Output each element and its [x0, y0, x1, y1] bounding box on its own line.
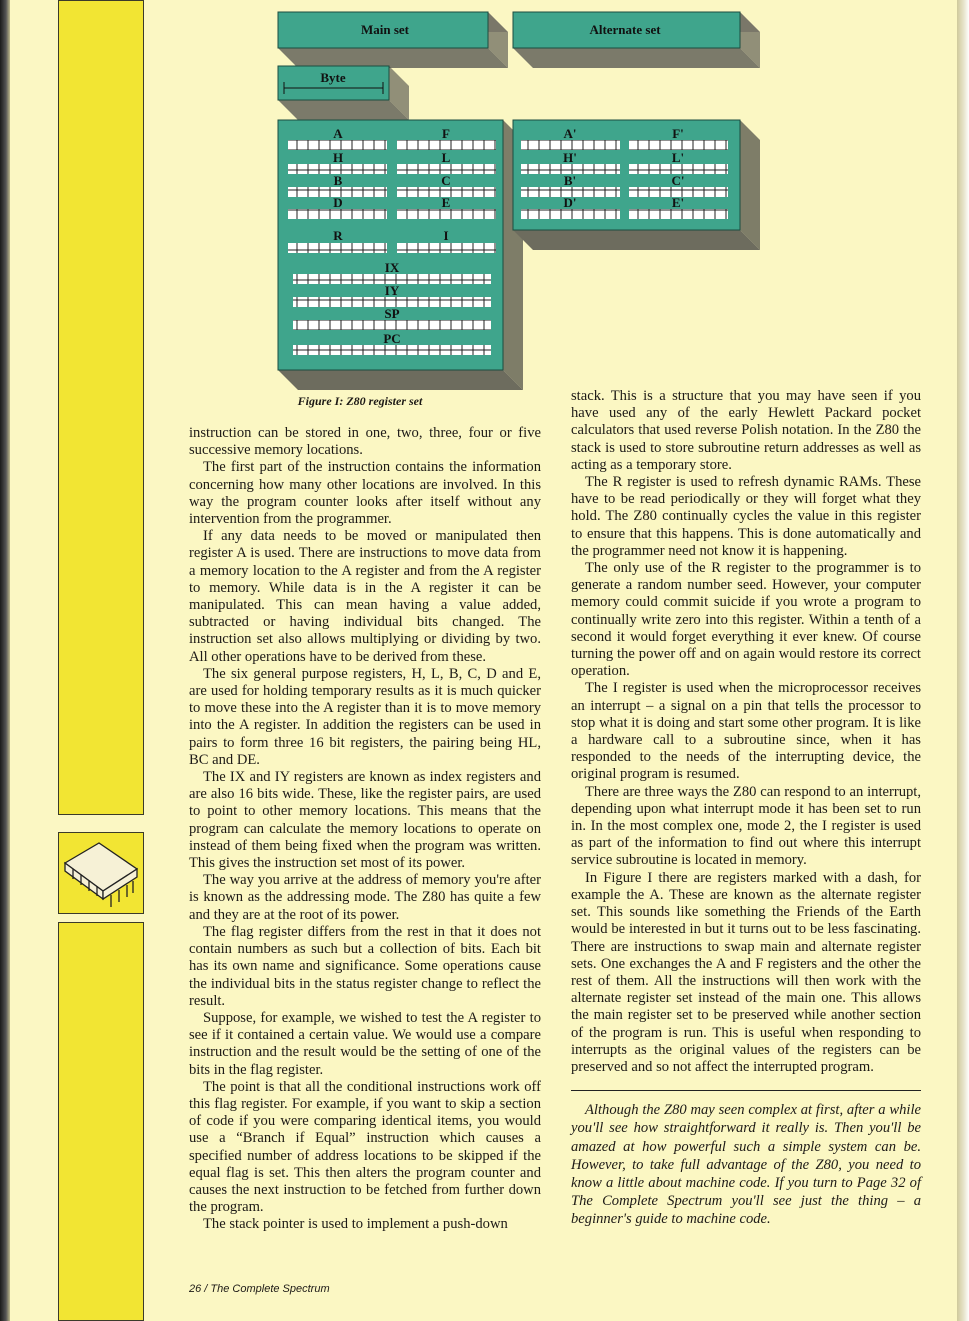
- left-text-column: [189, 425, 541, 1234]
- reg-h-alt-label: H': [563, 150, 577, 165]
- figure-caption: Figure I: Z80 register set: [297, 394, 423, 408]
- paragraph: instruction can be stored in one, two, three, four or five successive memory locations.: [189, 425, 541, 459]
- page-footer: 26 / The Complete Spectrum: [189, 1283, 330, 1295]
- register-set-figure: [0, 0, 969, 420]
- paragraph: In Figure I there are registers marked with a dash, for example the A. These are known as the alternate register set. This sounds like something the Friends of the Earth would be interested in but it turns out to be less fascinating. There are instructions to swap main and alternate register sets. One exchanges the A and F registers and the other the rest of them. All the instructions will then work with the alternate register set instead of the main one. This allows the main register set to be preserved while another section of the program is run. This is useful when responding to interrupts as the original values of the registers can be preserved and so not affect the interrupted program.: [571, 869, 921, 1075]
- paragraph: The six general purpose registers, H, L, B, C, D and E, are used for holding temporary results as it is much quicker to move these into the A register than it is to move memory into the A register. In addition the registers can be used in pairs to form three 16 bit registers, the pairing being HL, BC and DE.: [189, 665, 541, 768]
- paragraph: The only use of the R register to the programmer is to generate a random number seed. However, your computer memory could commit suicide if you wrote a program to continually write zero into this register. Within a tenth of a second it would forget everything it ever knew. Of course turning the power off and on again would restore its correct operation.: [571, 560, 921, 680]
- paragraph: There are three ways the Z80 can respond to an interrupt, depending upon what interrupt mode it has been set to run in. In the most complex one, mode 2, the I register is used as part of the information to find out where this interrupt service subroutine is located in memory.: [571, 783, 921, 869]
- reg-sp-label: SP: [384, 306, 400, 321]
- divider-rule: [571, 1090, 921, 1091]
- alternate-set-label: Alternate set: [589, 22, 661, 37]
- paragraph: The R register is used to refresh dynamic RAMs. These have to be read periodically or they will forget what they hold. The Z80 continually cycles the value in this register to ensure that this happens. This is done automatically and the programmer need not know it is happening.: [571, 474, 921, 559]
- reg-d-label: D: [333, 195, 343, 210]
- reg-l-alt-label: L': [671, 150, 685, 165]
- reg-pc-label: PC: [383, 331, 401, 346]
- reg-i-label: I: [443, 228, 449, 243]
- reg-h-label: H: [332, 150, 344, 165]
- reg-c-label: C: [441, 173, 451, 188]
- reg-b-alt-label: B': [563, 173, 577, 188]
- reg-iy-label: IY: [384, 283, 400, 298]
- paragraph: The way you arrive at the address of memory you're after is known as the addressing mode. The Z80 has quite a few and they are at the root of its power.: [189, 872, 541, 923]
- alternate-set-bar: [513, 12, 760, 68]
- paragraph: The stack pointer is used to implement a push-down: [203, 1216, 508, 1233]
- paragraph: The first part of the instruction contains the information concerning how many other locations are involved. In this way the program counter looks after itself without any intervention from the programmer.: [189, 459, 541, 528]
- reg-ix-label: IX: [384, 260, 400, 275]
- main-register-block: [278, 120, 523, 390]
- reg-r-label: R: [333, 228, 343, 243]
- paragraph: The IX and IY registers are known as index registers and are also 16 bits wide. These, like the register pairs, are used to point to other memory locations. This means that the program can calculate the memory locations to operate on instead of them being fixed when the program was written. This gives the instruction set most of its power.: [189, 769, 541, 872]
- paragraph: The point is that all the conditional instructions work off this flag register. For example, if you want to skip a section of code if you were comparing identical items, you would use a “Branch if Equal” instruction which causes a specified number of address locations to be skipped if the equal flag is set. This then alters the program counter and causes the next instruction to be fetched from further down the program.: [189, 1078, 541, 1216]
- reg-a-alt-label: A': [563, 126, 577, 141]
- main-set-bar: [278, 12, 508, 68]
- paragraph: stack. This is a structure that you may have seen if you have used any of the early Hewlett Packard pocket calculators that used reverse Polish notation. In the Z80 the stack is used to store subroutine return addresses as well as acting as a temporary store.: [571, 388, 921, 473]
- closing-note: Although the Z80 may seen complex at first, after a while you'll see how straightforward it really is. Then you'll be amazed at how powerful such a simple system can be. However, to take full advantage of the Z80, you need to know a little about machine code. If you turn to Page 32 of The Complete Spectrum you'll see just the thing – a beginner's guide to machine code.: [571, 1102, 921, 1228]
- main-set-label: Main set: [360, 22, 410, 37]
- reg-b-label: B: [333, 173, 343, 188]
- chip-icon: [59, 833, 143, 913]
- reg-c-alt-label: C': [671, 173, 685, 188]
- paragraph: The flag register differs from the rest in that it does not contain numbers as such but a collection of bits. Each bit has its own name and significance. Some operations cause the individual bits in the status register change to reflect the result.: [189, 923, 541, 1009]
- byte-label: Byte: [320, 70, 346, 85]
- reg-a-label: A: [333, 126, 343, 141]
- reg-d-alt-label: D': [563, 195, 577, 210]
- paragraph: If any data needs to be moved or manipulated then register A is used. There are instructions to move data from a memory location to the A register and from the A register to memory. While data is in the A register it can be manipulated. This can mean having a value added, subtracted or having individual bits changed. The instruction set also allows multiplying or dividing by two. All other operations have to be derived from these.: [189, 528, 541, 665]
- reg-l-label: L: [441, 150, 451, 165]
- yellow-margin-bar-bottom: [58, 922, 144, 1321]
- chip-icon-box: [58, 832, 144, 914]
- alternate-register-block: [513, 120, 760, 250]
- reg-f-alt-label: F': [672, 126, 684, 141]
- reg-e-label: E: [441, 195, 451, 210]
- paragraph: Suppose, for example, we wished to test the A register to see if it contained a certain value. We would use a compare instruction and the result would be the setting of one of the bits in the flag register.: [189, 1009, 541, 1078]
- paragraph: The I register is used when the microprocessor receives an interrupt – a signal on a pin that tells the processor to stop what it is doing and start some other program. It is like a hardware call to a subroutine since, when it has responded to the needs of the interrupting device, the original program is resumed.: [571, 680, 921, 783]
- reg-e-alt-label: E': [671, 195, 685, 210]
- right-text-column: [571, 388, 921, 1229]
- reg-f-label: F: [442, 126, 450, 141]
